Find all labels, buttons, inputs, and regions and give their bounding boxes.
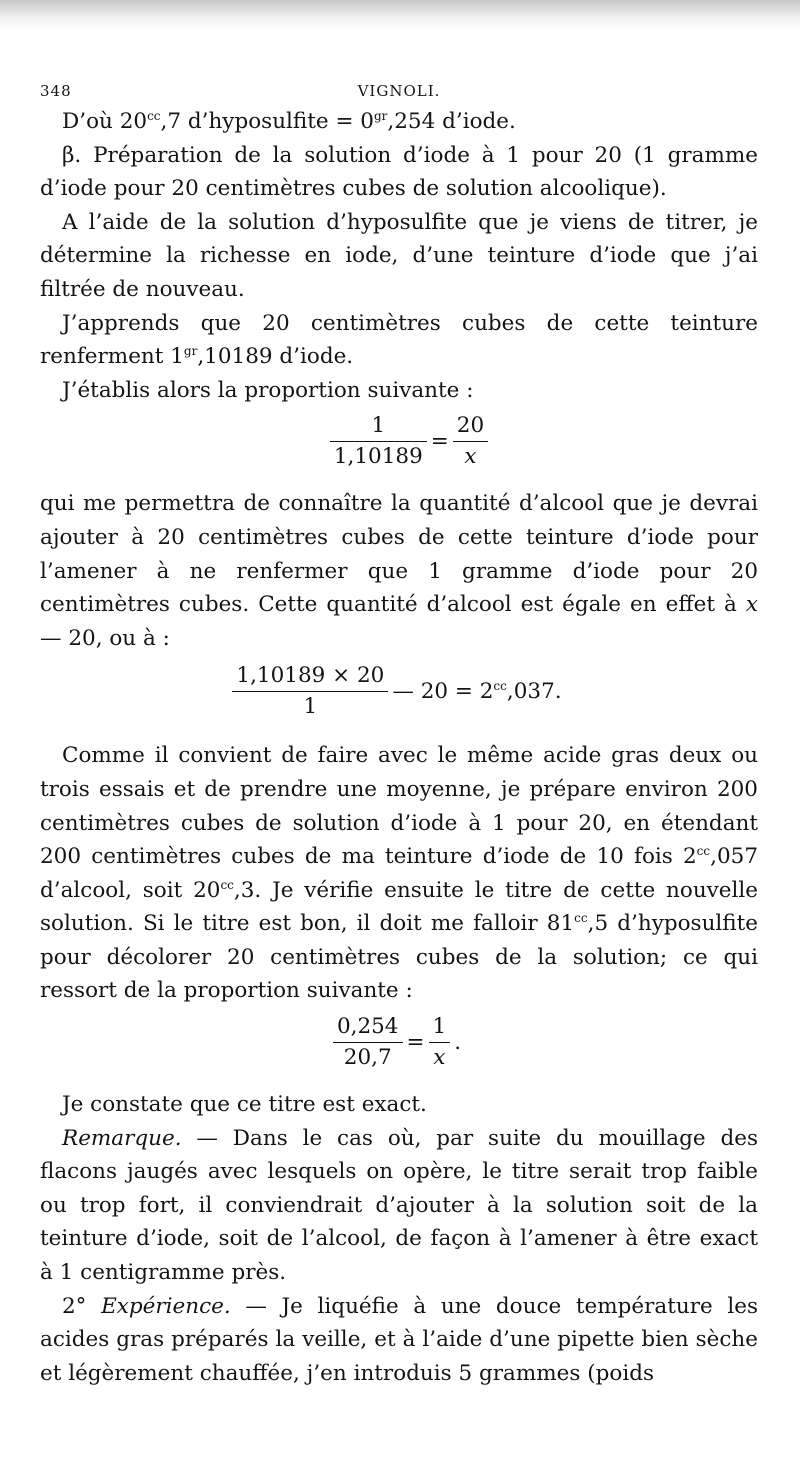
fraction-right: $\frac{1}{x}$ (429, 1012, 451, 1073)
paragraph-etablis: J’établis alors la proportion suivante : (62, 377, 474, 403)
fraction-left: $\frac{1}{1,10189}$ (330, 411, 427, 472)
paragraph-result: D’où $20^{cc},7$ d’hyposulfite = $0^{gr},254$ d’iode. (62, 108, 516, 134)
fraction-calculation: $\frac{1,10189 \times 20}{1}$ (232, 661, 388, 722)
fraction-right: $\frac{20}{x}$ (453, 411, 488, 472)
fraction-left: $\frac{0,254}{20,7}$ (333, 1012, 403, 1073)
paragraph-qui: qui me permettra de connaître la quantité d’alcool que je devrai ajouter à 20 centimètres cubes de cette teinture d’iode pour l’amener à ne renfermer que 1 gramme d’iode pour 20 centimètres cubes. Cette quantité d’alcool est égale en effet à x — 20, ou à : (40, 491, 758, 651)
paragraph-apprends: J’apprends que 20 centimètres cubes de cette teinture renferment $1^{gr},10189$ d’iode. (40, 310, 758, 370)
paragraph-constate: Je constate que ce titre est exact. (62, 1092, 427, 1118)
equation-calculation: $\frac{1,10189 \times 20}{1}$ — $20 = 2^{cc},037$. (40, 655, 758, 739)
remarque-label: Remarque. (62, 1125, 182, 1151)
paragraph-beta: β. Préparation de la solution d’iode à 1 pour 20 (1 gramme d’iode pour 20 centimètres cubes de solution alcoolique). (40, 142, 758, 202)
paragraph-remarque: Remarque. — Dans le cas où, par suite du mouillage des flacons jaugés avec lesquels on opère, le titre serait trop faible ou trop fort, il conviendrait d’ajouter à la solution soit de la teinture d’iode, soit de l’alcool, de façon à l’amener à être exact à 1 centigramme près. (40, 1125, 758, 1286)
equation-proportion-1: $\frac{1}{1,10189}$ = $\frac{20}{x}$ (40, 407, 758, 487)
running-title: VIGNOLI. (357, 82, 441, 100)
scan-shadow (0, 0, 800, 30)
page-number: 348 (40, 82, 72, 100)
paragraph-experience: 2° Expérience. — Je liquéfie à une douce température les acides gras préparés la veille, et à l’aide d’une pipette bien sèche et légèrement chauffée, j’en introduis 5 grammes (poids (40, 1293, 758, 1386)
experience-label: Expérience. (101, 1293, 231, 1319)
paragraph-comme: Comme il convient de faire avec le même acide gras deux ou trois essais et de prendre une moyenne, je prépare environ 200 centimètres cubes de solution d’iode à 1 pour 20, en étendant 200 centimètres cubes de ma teinture d’iode de 10 fois $2^{cc},057$ d’alcool, soit $20^{cc},3$. Je vérifie ensuite le titre de cette nouvelle solution. Si le titre est bon, il doit me falloir $81^{cc},5$ d’hyposulfite pour décolorer 20 centimètres cubes de la solution; ce qui ressort de la proportion suivante : (40, 743, 759, 1004)
page-header (40, 75, 758, 105)
book-page (40, 75, 758, 1390)
equation-proportion-2: $\frac{0,254}{20,7}$ = $\frac{1}{x}$ . (40, 1008, 758, 1088)
paragraph-aide: A l’aide de la solution d’hyposulfite que je viens de titrer, je détermine la richesse en iode, d’une teinture d’iode que j’ai filtrée de nouveau. (40, 209, 758, 302)
